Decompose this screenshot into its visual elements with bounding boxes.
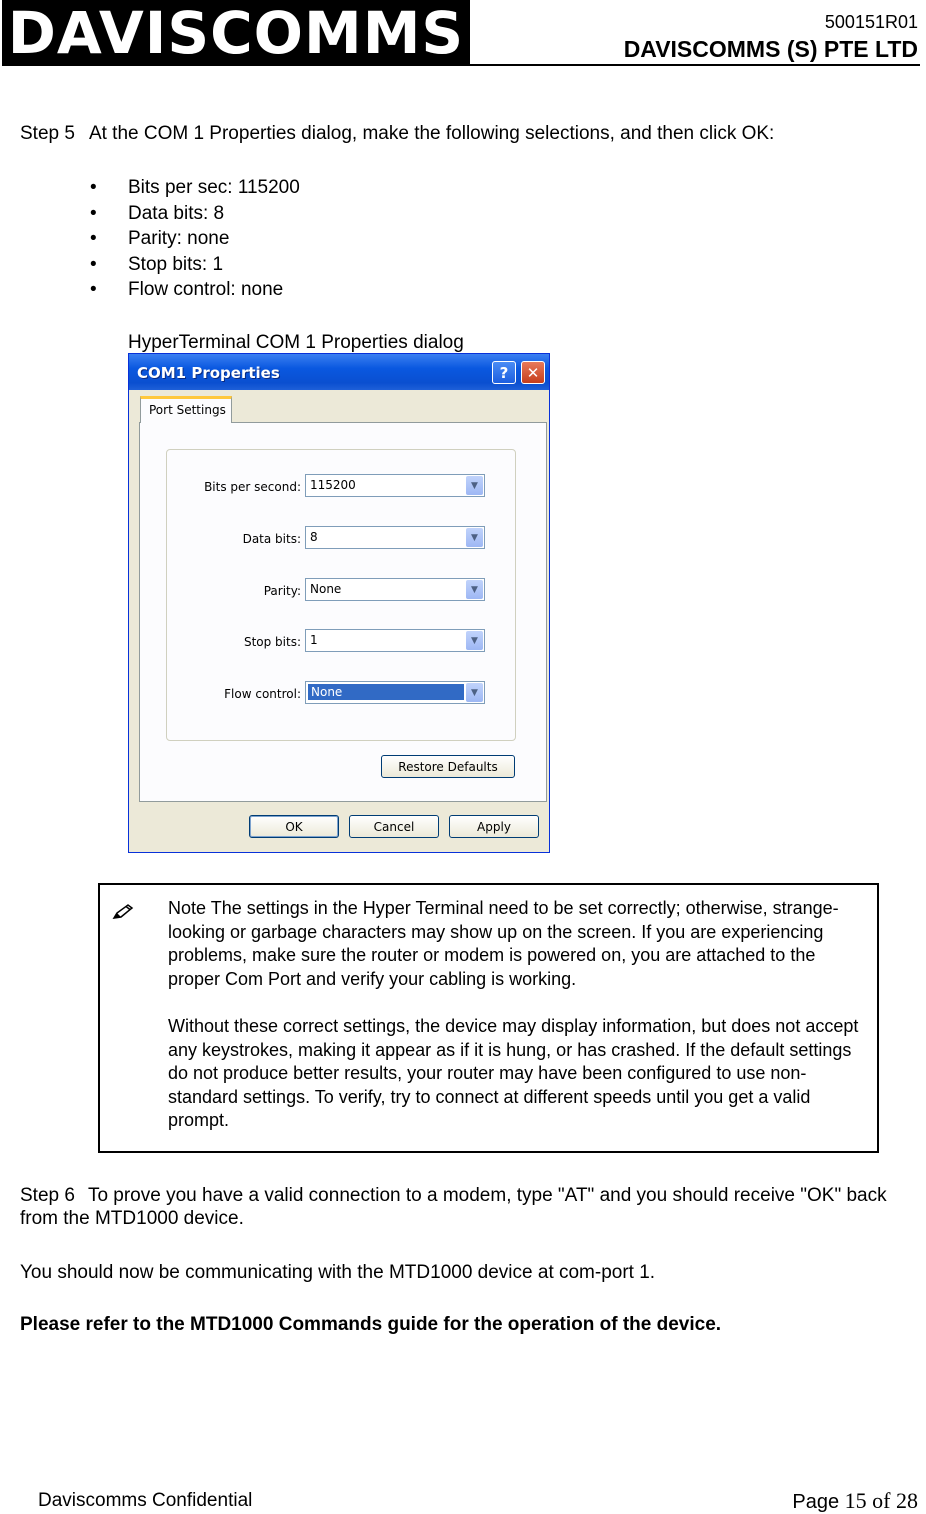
dialog-title: COM1 Properties bbox=[137, 364, 280, 382]
combo-value: 1 bbox=[310, 633, 318, 647]
combo-value: 8 bbox=[310, 530, 318, 544]
list-item bbox=[90, 177, 300, 203]
combo-value: None bbox=[310, 582, 342, 596]
bullet-icon: • bbox=[90, 177, 97, 198]
dialog-titlebar[interactable] bbox=[129, 354, 549, 390]
document-number: 500151R01 bbox=[824, 12, 918, 32]
close-icon: ✕ bbox=[526, 363, 540, 382]
flow-control-label: Flow control: bbox=[224, 687, 301, 701]
header-rule bbox=[470, 64, 920, 66]
page-word: Page bbox=[792, 1491, 840, 1513]
help-icon: ? bbox=[499, 363, 509, 382]
step6-paragraph bbox=[20, 1184, 926, 1230]
page-count: 15 of 28 bbox=[844, 1488, 918, 1513]
step6-label: Step 6 bbox=[20, 1185, 75, 1206]
settings-group bbox=[166, 449, 516, 741]
pencil-icon bbox=[112, 903, 134, 921]
bullet-text: Flow control: none bbox=[128, 279, 284, 300]
chevron-down-icon[interactable]: ▼ bbox=[466, 528, 483, 547]
bits-per-second-label: Bits per second: bbox=[204, 480, 301, 494]
daviscomms-logo: DAVISCOMMS bbox=[2, 0, 470, 66]
note-paragraph-2: Without these correct settings, the device may display information, but does not accept any keystrokes, making it appear as if it is hung, or has crashed. If the default settings do not produce better results, your router may have been configured to use non-standard settings. To verify, try to connect at different speeds until you get a valid prompt. bbox=[168, 1016, 859, 1130]
tab-port-settings[interactable]: Port Settings bbox=[140, 396, 232, 423]
chevron-down-icon[interactable]: ▼ bbox=[466, 580, 483, 599]
bullet-icon: • bbox=[90, 228, 97, 249]
step6-text: To prove you have a valid connection to a modem, type "AT" and you should receive "OK" back from the MTD1000 device. bbox=[20, 1185, 887, 1229]
apply-button[interactable]: Apply bbox=[449, 815, 539, 838]
bullet-text: Parity: none bbox=[128, 228, 230, 249]
data-bits-label: Data bits: bbox=[242, 532, 301, 546]
company-name: DAVISCOMMS (S) PTE LTD bbox=[623, 36, 918, 62]
figure-caption: HyperTerminal COM 1 Properties dialog bbox=[128, 332, 464, 353]
list-item bbox=[90, 279, 300, 305]
bullet-icon: • bbox=[90, 253, 97, 275]
restore-defaults-button[interactable]: Restore Defaults bbox=[381, 755, 515, 778]
bullet-text: Data bits: 8 bbox=[128, 202, 225, 224]
ok-button[interactable]: OK bbox=[249, 815, 339, 838]
communicating-text: You should now be communicating with the MTD1000 device at com-port 1. bbox=[20, 1262, 656, 1283]
chevron-down-icon[interactable]: ▼ bbox=[466, 683, 483, 702]
data-bits-select[interactable] bbox=[305, 526, 485, 549]
list-item bbox=[90, 202, 300, 229]
parity-label: Parity: bbox=[263, 584, 301, 598]
note-box bbox=[98, 883, 879, 1153]
step5-label: Step 5 bbox=[20, 123, 75, 144]
combo-value: None bbox=[308, 684, 464, 700]
bullet-icon: • bbox=[90, 202, 97, 224]
bits-per-second-select[interactable] bbox=[305, 474, 485, 497]
bullet-text: Bits per sec: 115200 bbox=[128, 177, 300, 198]
footer-page-number bbox=[792, 1488, 918, 1514]
step5-paragraph bbox=[20, 122, 774, 145]
settings-list bbox=[90, 177, 300, 305]
help-button[interactable] bbox=[492, 361, 516, 384]
close-button[interactable] bbox=[521, 361, 545, 384]
step5-text: At the COM 1 Properties dialog, make the following selections, and then click OK: bbox=[88, 123, 775, 144]
cancel-button[interactable]: Cancel bbox=[349, 815, 439, 838]
footer-confidential: Daviscomms Confidential bbox=[38, 1490, 253, 1511]
stop-bits-label: Stop bits: bbox=[243, 635, 301, 649]
parity-select[interactable] bbox=[305, 578, 485, 601]
bullet-text: Stop bits: 1 bbox=[128, 253, 224, 275]
port-settings-panel bbox=[139, 422, 547, 802]
com1-properties-dialog bbox=[128, 353, 550, 853]
list-item bbox=[90, 228, 300, 254]
bullet-icon: • bbox=[90, 279, 97, 300]
chevron-down-icon[interactable]: ▼ bbox=[466, 476, 483, 495]
stop-bits-select[interactable] bbox=[305, 629, 485, 652]
combo-value: 115200 bbox=[310, 478, 356, 492]
chevron-down-icon[interactable]: ▼ bbox=[466, 631, 483, 650]
list-item bbox=[90, 253, 300, 280]
refer-guide-text: Please refer to the MTD1000 Commands guide for the operation of the device. bbox=[20, 1314, 722, 1335]
note-text bbox=[168, 897, 868, 1133]
flow-control-select[interactable] bbox=[305, 681, 485, 704]
note-paragraph-1: Note The settings in the Hyper Terminal need to be set correctly; otherwise, strange-looking or garbage characters may show up on the screen. If you are experiencing problems, make sure the router or modem is powered on, you are attached to the proper Com Port and verify your cabling is working. bbox=[168, 898, 839, 989]
